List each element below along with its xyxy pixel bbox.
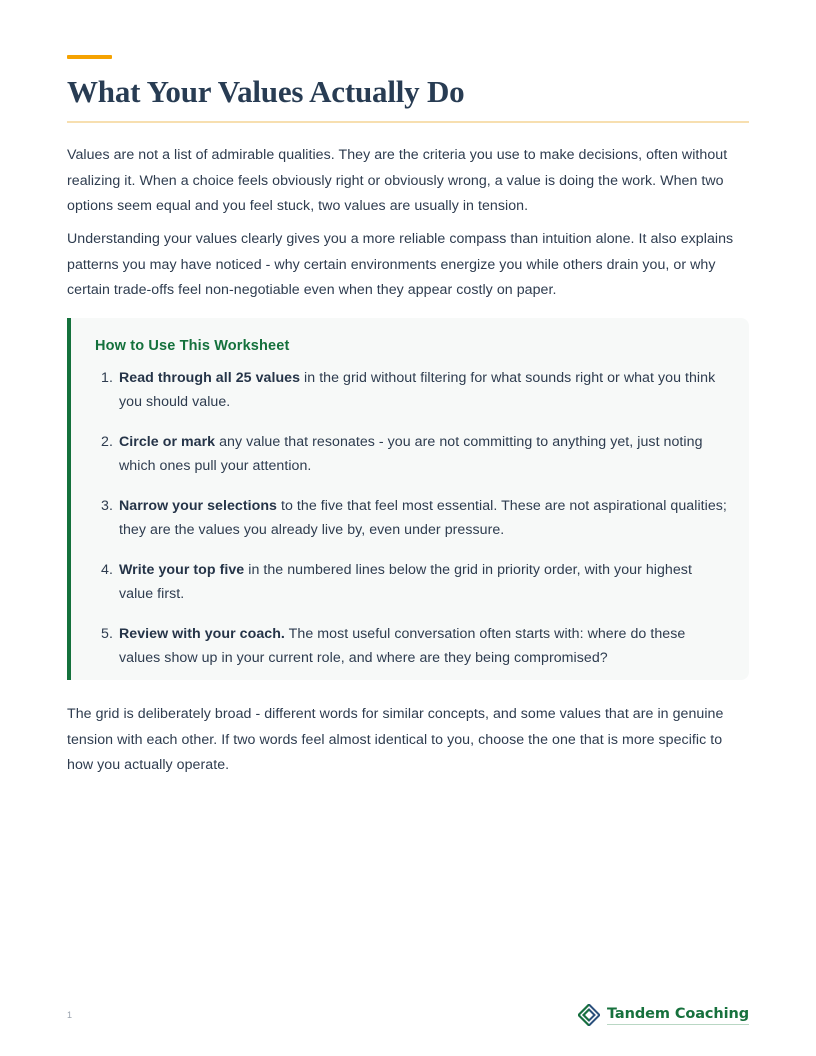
list-item [95,366,727,414]
step-lead-text: Read through all 25 values [119,370,301,386]
list-item [95,494,727,542]
intro-paragraph-2: Understanding your values clearly gives you a more reliable compass than intuition alone. It also explains patterns you may have noticed - why certain environments energize you while others drain you, or why certain trade-offs feel non-negotiable even when they appear costly on paper. [67,231,734,298]
step-lead-text: Write your top five [119,562,245,578]
step-body-text: in the numbered lines below the grid in priority order, with your highest value first. [119,562,692,602]
step-body-text: any value that resonates - you are not committing to anything yet, just noting which ones pull your attention. [119,434,703,474]
tandem-diamond-icon [578,1004,600,1026]
callout-title: How to Use This Worksheet [95,338,290,354]
step-lead-text: Circle or mark [119,434,216,450]
list-item [95,622,727,670]
page-title: What Your Values Actually Do [67,74,465,109]
step-body-text: in the grid without filtering for what sounds right or what you think you should value. [119,370,716,410]
step-lead-text: Review with your coach. [119,626,285,642]
step-body-text: The most useful conversation often starts with: where do these values show up in your current role, and where are they being compromised? [119,626,686,666]
intro-paragraph-1: Values are not a list of admirable qualities. They are the criteria you use to make decisions, often without realizing it. When a choice feels obviously right or obviously wrong, a value is doing the work. When two options seem equal and you feel stuck, two values are usually in tension. [67,147,728,214]
title-accent-bar [67,55,112,59]
how-to-use-callout [67,318,749,680]
step-lead-text: Narrow your selections [119,498,278,514]
title-divider-rule [67,121,749,123]
list-item [95,558,727,606]
footer-logo [578,1004,749,1026]
page-number: 1 [67,1010,73,1020]
logo-wordmark: Tandem Coaching [607,1005,749,1025]
list-item [95,430,727,478]
closing-paragraph: The grid is deliberately broad - different words for similar concepts, and some values that are in genuine tension with each other. If two words feel almost identical to you, choose the one that is more specific to how you actually operate. [67,706,724,773]
callout-step-list [95,366,727,670]
step-body-text: to the five that feel most essential. These are not aspirational qualities; they are the values you already live by, even under pressure. [119,498,727,538]
